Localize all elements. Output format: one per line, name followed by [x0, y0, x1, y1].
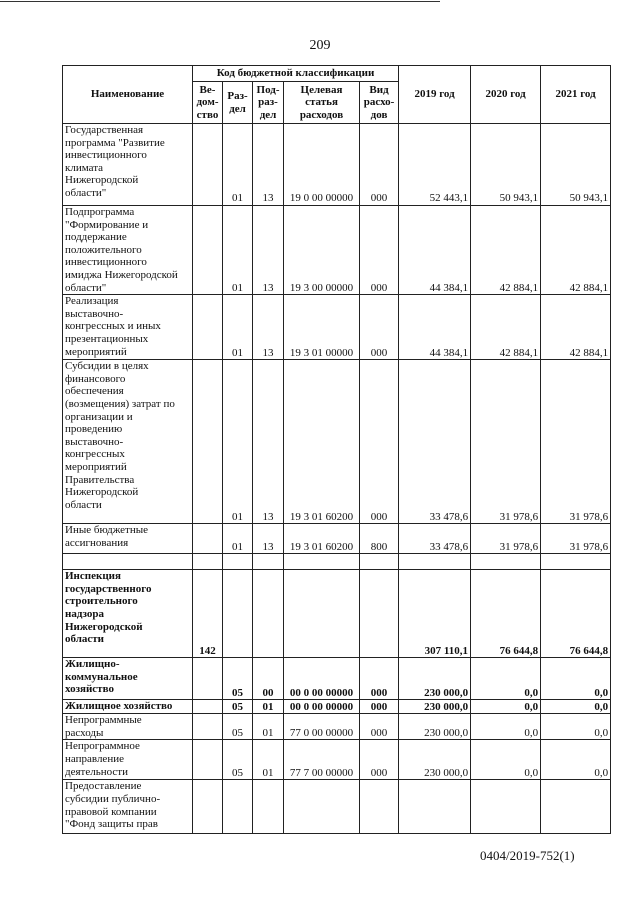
row-podrazdel [253, 570, 284, 658]
row-name: Непрограммное направление деятельности [63, 740, 193, 780]
row-celevaya-statya: 19 3 01 60200 [284, 524, 360, 554]
row-vedomstvo: 142 [193, 570, 223, 658]
header-razdel: Раз- дел [223, 82, 253, 124]
row-vedomstvo [193, 124, 223, 206]
row-podrazdel: 13 [253, 206, 284, 295]
table-row [63, 524, 611, 554]
row-celevaya-statya: 19 3 00 00000 [284, 206, 360, 295]
row-2019: 307 110,1 [399, 570, 471, 658]
row-name: Предоставление субсидии публично- правовой компании "Фонд защиты прав [63, 780, 193, 834]
row-2021: 0,0 [541, 658, 611, 700]
row-razdel: 05 [223, 658, 253, 700]
row-2021: 50 943,1 [541, 124, 611, 206]
row-2019: 230 000,0 [399, 714, 471, 740]
table-row [63, 714, 611, 740]
table-row [63, 206, 611, 295]
row-razdel [223, 554, 253, 570]
row-2019: 52 443,1 [399, 124, 471, 206]
row-razdel: 01 [223, 206, 253, 295]
row-name: Непрограммные расходы [63, 714, 193, 740]
row-razdel: 01 [223, 295, 253, 360]
row-2021: 76 644,8 [541, 570, 611, 658]
row-podrazdel: 00 [253, 658, 284, 700]
row-2021: 0,0 [541, 714, 611, 740]
row-name: Инспекция государственного строительного надзора Нижегородской области [63, 570, 193, 658]
row-2020: 0,0 [471, 740, 541, 780]
footer-document-code: 0404/2019-752(1) [480, 848, 575, 863]
row-2020: 76 644,8 [471, 570, 541, 658]
top-rule [0, 1, 440, 2]
row-vid-rashodov [360, 554, 399, 570]
row-vedomstvo [193, 524, 223, 554]
row-2021: 0,0 [541, 700, 611, 714]
row-celevaya-statya: 00 0 00 00000 [284, 658, 360, 700]
row-vedomstvo [193, 658, 223, 700]
row-celevaya-statya: 00 0 00 00000 [284, 700, 360, 714]
row-2020: 0,0 [471, 658, 541, 700]
row-celevaya-statya: 19 0 00 00000 [284, 124, 360, 206]
row-2019: 230 000,0 [399, 658, 471, 700]
header-code-group: Код бюджетной классификации [193, 66, 399, 82]
row-celevaya-statya [284, 554, 360, 570]
row-2019: 230 000,0 [399, 740, 471, 780]
row-2021 [541, 780, 611, 834]
row-2021: 42 884,1 [541, 295, 611, 360]
row-vid-rashodov: 800 [360, 524, 399, 554]
table-row [63, 124, 611, 206]
header-podrazdel: Под- раз- дел [253, 82, 284, 124]
table-body [63, 124, 611, 834]
row-2020: 31 978,6 [471, 524, 541, 554]
row-celevaya-statya: 19 3 01 60200 [284, 360, 360, 524]
row-2019 [399, 554, 471, 570]
row-vedomstvo [193, 714, 223, 740]
row-2020: 50 943,1 [471, 124, 541, 206]
row-vid-rashodov: 000 [360, 714, 399, 740]
row-vid-rashodov: 000 [360, 658, 399, 700]
row-vedomstvo [193, 295, 223, 360]
row-razdel: 05 [223, 714, 253, 740]
row-celevaya-statya [284, 780, 360, 834]
row-razdel: 01 [223, 524, 253, 554]
page-number: 209 [309, 38, 331, 53]
row-razdel [223, 570, 253, 658]
row-2020: 42 884,1 [471, 206, 541, 295]
row-2021: 31 978,6 [541, 524, 611, 554]
row-razdel: 01 [223, 360, 253, 524]
row-name: Государственная программа "Развитие инвестиционного климата Нижегородской области" [63, 124, 193, 206]
header-vedomstvo: Ве- дом- ство [193, 82, 223, 124]
row-2020: 0,0 [471, 700, 541, 714]
row-2019: 230 000,0 [399, 700, 471, 714]
row-vedomstvo [193, 206, 223, 295]
row-name: Подпрограмма "Формирование и поддержание положительного инвестиционного имиджа Нижегородской области" [63, 206, 193, 295]
row-podrazdel: 01 [253, 700, 284, 714]
budget-table [62, 65, 611, 834]
row-2019: 44 384,1 [399, 206, 471, 295]
row-name: Реализация выставочно- конгрессных и иных презентационных мероприятий [63, 295, 193, 360]
row-2020: 0,0 [471, 714, 541, 740]
row-name: Иные бюджетные ассигнования [63, 524, 193, 554]
row-vid-rashodov [360, 570, 399, 658]
row-2021: 0,0 [541, 740, 611, 780]
row-podrazdel: 13 [253, 360, 284, 524]
row-vedomstvo [193, 360, 223, 524]
table-row [63, 780, 611, 834]
row-podrazdel [253, 554, 284, 570]
row-celevaya-statya: 77 0 00 00000 [284, 714, 360, 740]
row-celevaya-statya [284, 570, 360, 658]
table-row [63, 658, 611, 700]
row-2021: 31 978,6 [541, 360, 611, 524]
row-celevaya-statya: 19 3 01 00000 [284, 295, 360, 360]
header-celevaya: Целевая статья расходов [284, 82, 360, 124]
row-2020: 42 884,1 [471, 295, 541, 360]
row-2019: 33 478,6 [399, 360, 471, 524]
row-2019 [399, 780, 471, 834]
table-row [63, 295, 611, 360]
row-name [63, 554, 193, 570]
row-podrazdel: 13 [253, 295, 284, 360]
row-2021 [541, 554, 611, 570]
row-vedomstvo [193, 700, 223, 714]
header-name: Наименование [63, 66, 193, 124]
row-razdel: 05 [223, 700, 253, 714]
row-podrazdel [253, 780, 284, 834]
row-vedomstvo [193, 740, 223, 780]
row-razdel: 05 [223, 740, 253, 780]
row-vid-rashodov: 000 [360, 206, 399, 295]
row-celevaya-statya: 77 7 00 00000 [284, 740, 360, 780]
row-podrazdel: 01 [253, 740, 284, 780]
row-vid-rashodov: 000 [360, 700, 399, 714]
row-vedomstvo [193, 780, 223, 834]
row-2020: 31 978,6 [471, 360, 541, 524]
row-2019: 44 384,1 [399, 295, 471, 360]
table-row [63, 740, 611, 780]
row-vid-rashodov: 000 [360, 360, 399, 524]
row-podrazdel: 13 [253, 124, 284, 206]
row-vid-rashodov: 000 [360, 124, 399, 206]
row-vedomstvo [193, 554, 223, 570]
header-2019: 2019 год [399, 66, 471, 124]
row-2019: 33 478,6 [399, 524, 471, 554]
row-vid-rashodov: 000 [360, 740, 399, 780]
row-vid-rashodov: 000 [360, 295, 399, 360]
row-2021: 42 884,1 [541, 206, 611, 295]
table-row [63, 570, 611, 658]
spacer-row [63, 554, 611, 570]
row-name: Субсидии в целях финансового обеспечения (возмещения) затрат по организации и проведению выставочно- конгрессных мероприятий Правительства Нижегородской области [63, 360, 193, 524]
row-razdel [223, 780, 253, 834]
row-vid-rashodov [360, 780, 399, 834]
header-vid: Вид расхо- дов [360, 82, 399, 124]
row-2020 [471, 780, 541, 834]
table-row [63, 360, 611, 524]
header-2020: 2020 год [471, 66, 541, 124]
row-name: Жилищное хозяйство [63, 700, 193, 714]
row-razdel: 01 [223, 124, 253, 206]
table-row [63, 700, 611, 714]
row-2020 [471, 554, 541, 570]
row-podrazdel: 01 [253, 714, 284, 740]
row-podrazdel: 13 [253, 524, 284, 554]
header-2021: 2021 год [541, 66, 611, 124]
row-name: Жилищно- коммунальное хозяйство [63, 658, 193, 700]
